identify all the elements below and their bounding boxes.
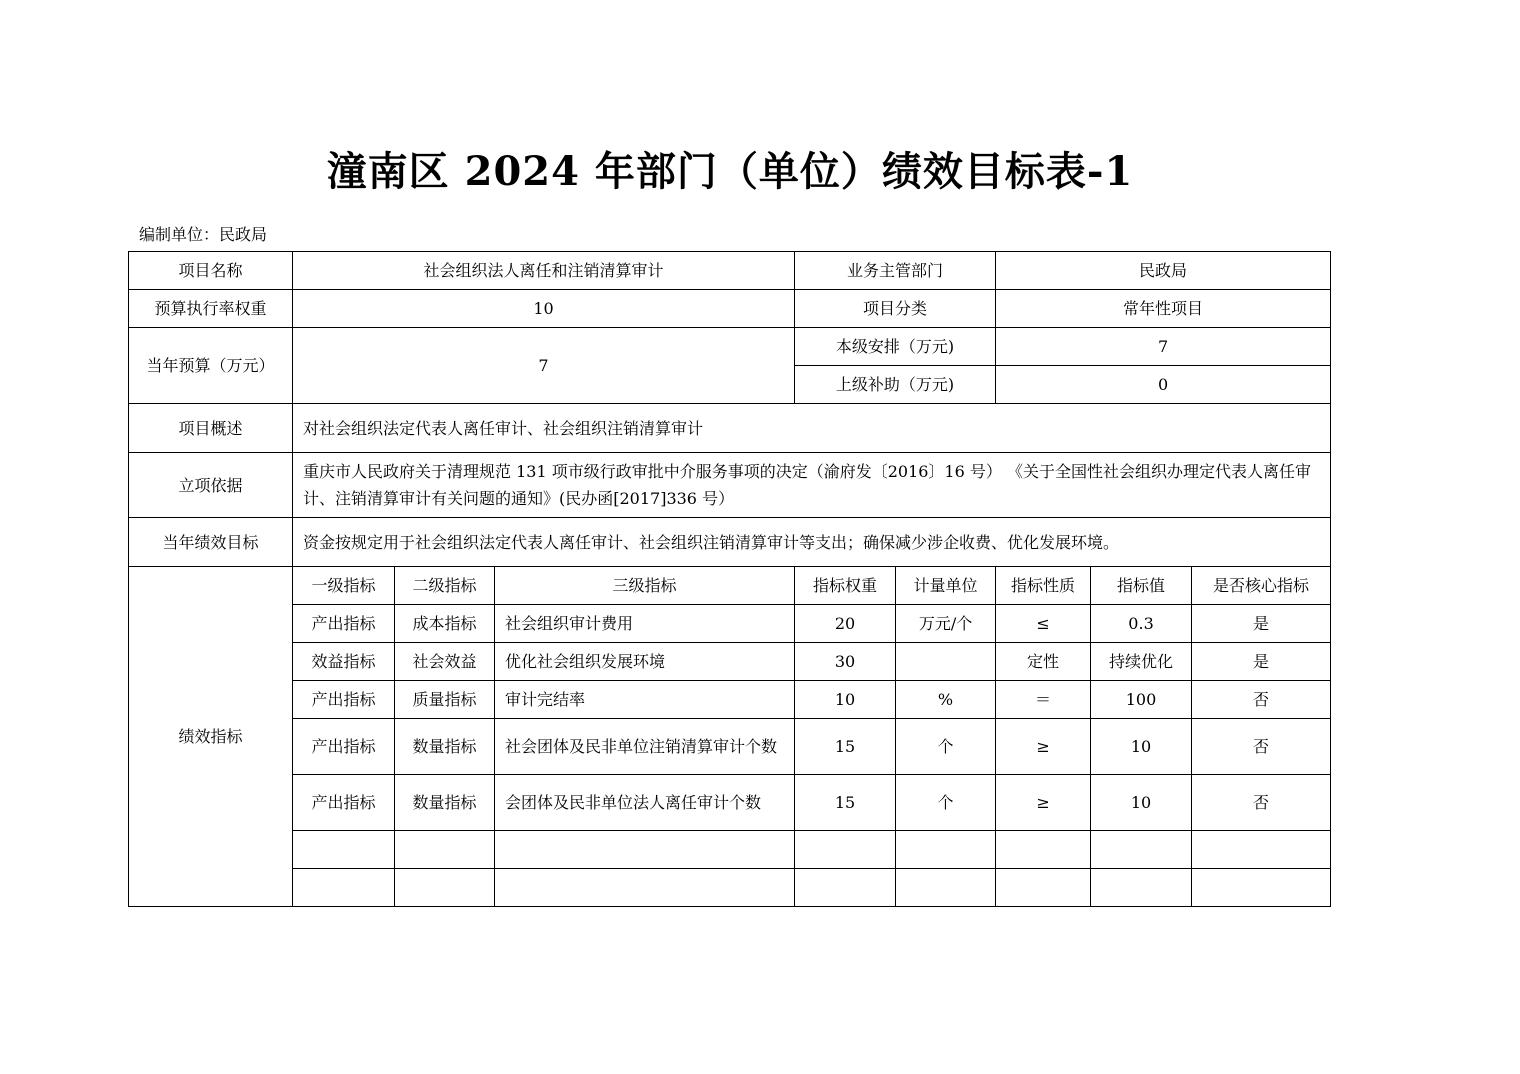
overview-label: 项目概述: [129, 404, 293, 453]
measure-unit: 万元/个: [896, 605, 996, 643]
indicator-nature: ＝: [996, 681, 1091, 719]
level3-indicator: 审计完结率: [495, 681, 795, 719]
column-header: 指标性质: [996, 567, 1091, 605]
category-value: 常年性项目: [996, 290, 1331, 328]
level3-indicator: 优化社会组织发展环境: [495, 643, 795, 681]
indicator-row: [129, 681, 1331, 719]
column-header: 三级指标: [495, 567, 795, 605]
indicator-nature: ≥: [996, 775, 1091, 831]
table-row: [129, 453, 1331, 518]
column-header: 指标权重: [795, 567, 896, 605]
indicator-value: 10: [1091, 775, 1192, 831]
level3-indicator: 社会团体及民非单位注销清算审计个数: [495, 719, 795, 775]
level1-indicator: 产出指标: [293, 605, 395, 643]
indicator-nature: ≥: [996, 719, 1091, 775]
performance-target-table: [128, 251, 1331, 907]
compiling-unit: 编制单位：民政局: [139, 225, 268, 244]
indicator-value: 10: [1091, 719, 1192, 775]
upper-funding-value: 0: [996, 366, 1331, 404]
indicator-header-row: [129, 567, 1331, 605]
measure-unit: 个: [896, 719, 996, 775]
column-header: 计量单位: [896, 567, 996, 605]
budget-label: 当年预算（万元）: [129, 328, 293, 404]
indicator-row: [129, 719, 1331, 775]
project-name-label: 项目名称: [129, 252, 293, 290]
level2-indicator: 质量指标: [395, 681, 495, 719]
project-name-value: 社会组织法人离任和注销清算审计: [293, 252, 795, 290]
indicators-section-label: 绩效指标: [129, 567, 293, 907]
level1-indicator: 产出指标: [293, 775, 395, 831]
goal-label: 当年绩效目标: [129, 518, 293, 567]
table-row: [129, 252, 1331, 290]
measure-unit: 个: [896, 775, 996, 831]
category-label: 项目分类: [795, 290, 996, 328]
indicator-nature: ≤: [996, 605, 1091, 643]
core-indicator-flag: 否: [1192, 681, 1331, 719]
basis-value: 重庆市人民政府关于清理规范 131 项市级行政审批中介服务事项的决定（渝府发〔2016〕16 号） 《关于全国性社会组织办理定代表人离任审计、注销清算审计有关问题的通知》(民办函[2017]336 号）: [293, 453, 1331, 518]
basis-label: 立项依据: [129, 453, 293, 518]
table-row: [129, 518, 1331, 567]
table-row: [129, 328, 1331, 366]
rate-label: 预算执行率权重: [129, 290, 293, 328]
measure-unit: %: [896, 681, 996, 719]
empty-indicator-row: [129, 831, 1331, 869]
column-header: 是否核心指标: [1192, 567, 1331, 605]
indicator-weight: 15: [795, 719, 896, 775]
level1-indicator: 产出指标: [293, 681, 395, 719]
indicator-row: [129, 643, 1331, 681]
dept-label: 业务主管部门: [795, 252, 996, 290]
level3-indicator: 会团体及民非单位法人离任审计个数: [495, 775, 795, 831]
indicator-value: 0.3: [1091, 605, 1192, 643]
level2-indicator: 成本指标: [395, 605, 495, 643]
indicator-value: 持续优化: [1091, 643, 1192, 681]
core-indicator-flag: 否: [1192, 775, 1331, 831]
goal-value: 资金按规定用于社会组织法定代表人离任审计、社会组织注销清算审计等支出；确保减少涉企收费、优化发展环境。: [293, 518, 1331, 567]
level1-indicator: 产出指标: [293, 719, 395, 775]
overview-value: 对社会组织法定代表人离任审计、社会组织注销清算审计: [293, 404, 1331, 453]
indicator-row: [129, 605, 1331, 643]
level2-indicator: 数量指标: [395, 719, 495, 775]
indicator-weight: 15: [795, 775, 896, 831]
dept-value: 民政局: [996, 252, 1331, 290]
indicator-value: 100: [1091, 681, 1192, 719]
table-row: [129, 290, 1331, 328]
measure-unit: [896, 643, 996, 681]
local-funding-label: 本级安排（万元): [795, 328, 996, 366]
budget-value: 7: [293, 328, 795, 404]
upper-funding-label: 上级补助（万元): [795, 366, 996, 404]
level3-indicator: 社会组织审计费用: [495, 605, 795, 643]
local-funding-value: 7: [996, 328, 1331, 366]
level2-indicator: 数量指标: [395, 775, 495, 831]
core-indicator-flag: 是: [1192, 643, 1331, 681]
table-row: [129, 404, 1331, 453]
indicator-row: [129, 775, 1331, 831]
rate-value: 10: [293, 290, 795, 328]
indicator-weight: 30: [795, 643, 896, 681]
core-indicator-flag: 是: [1192, 605, 1331, 643]
empty-indicator-row: [129, 869, 1331, 907]
indicator-nature: 定性: [996, 643, 1091, 681]
indicator-weight: 20: [795, 605, 896, 643]
level2-indicator: 社会效益: [395, 643, 495, 681]
column-header: 二级指标: [395, 567, 495, 605]
level1-indicator: 效益指标: [293, 643, 395, 681]
core-indicator-flag: 否: [1192, 719, 1331, 775]
column-header: 一级指标: [293, 567, 395, 605]
indicator-weight: 10: [795, 681, 896, 719]
column-header: 指标值: [1091, 567, 1192, 605]
page-title: 潼南区 2024 年部门（单位）绩效目标表-1: [326, 148, 1134, 195]
